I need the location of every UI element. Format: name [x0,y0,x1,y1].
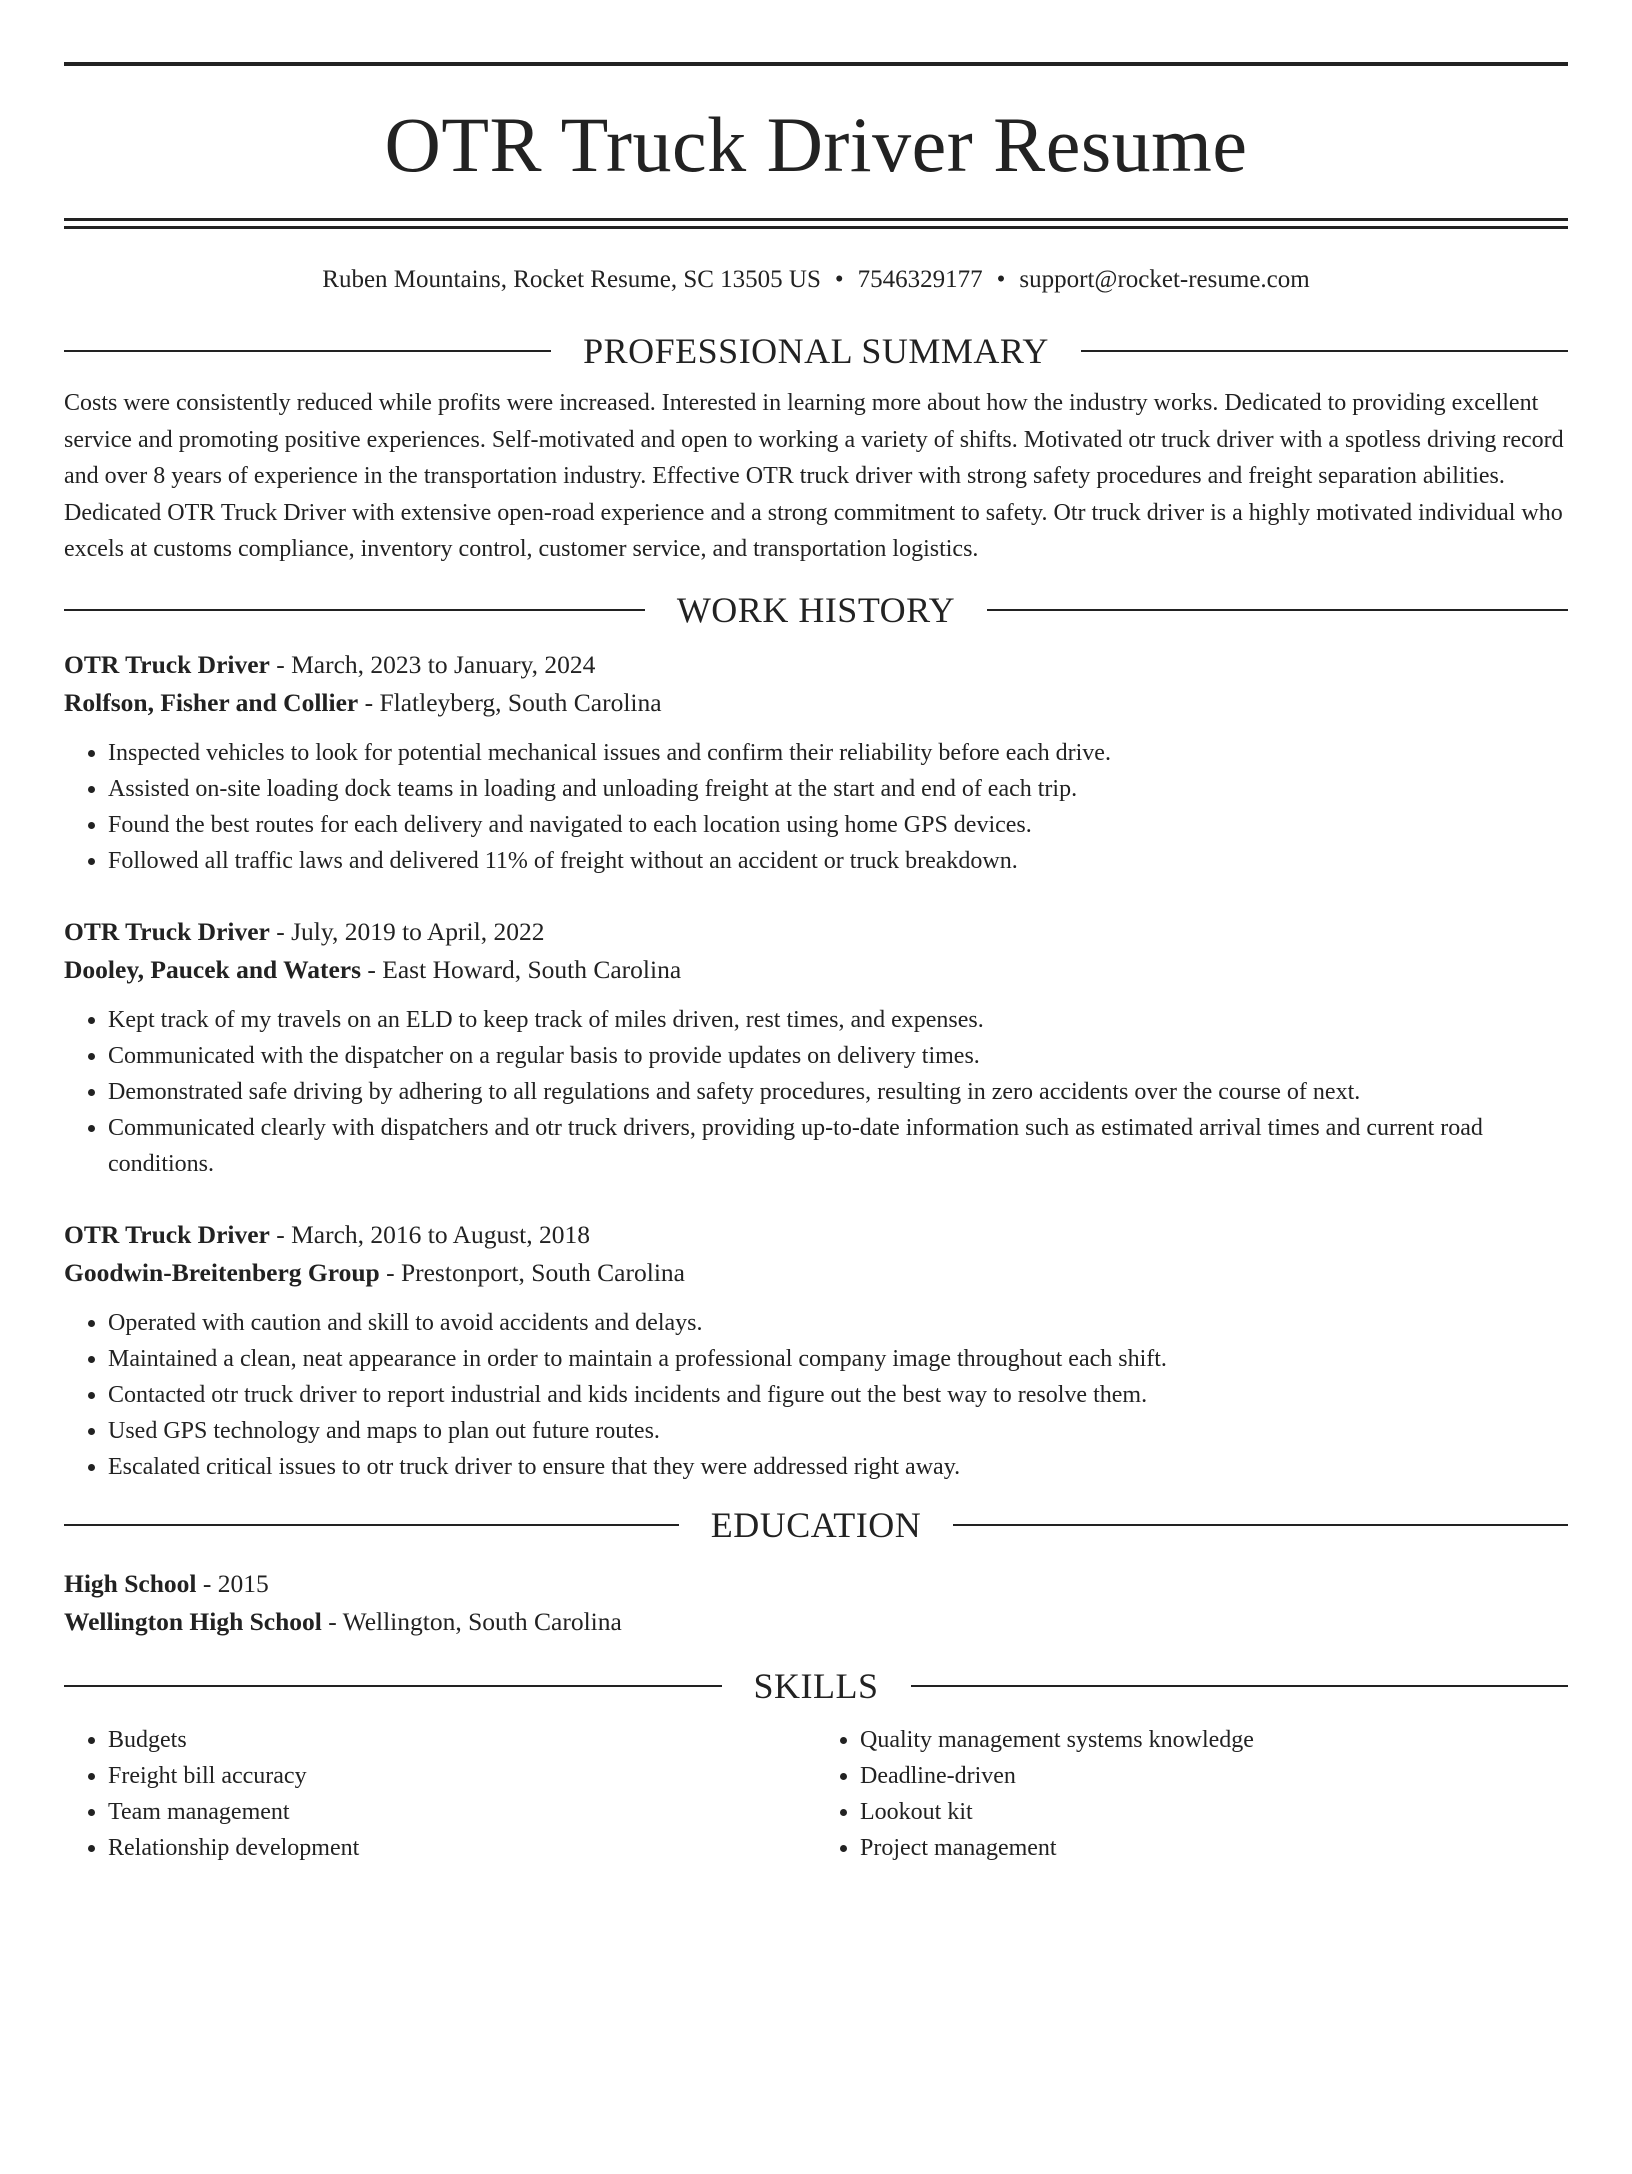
job-bullet: • Maintained a clean, neat appearance in order to maintain a professional company image throughout each shift. [108,1341,1568,1377]
section-title: SKILLS [753,1665,879,1706]
section-heading-work [64,589,1568,630]
contact-line [64,265,1568,295]
heading-rule [64,609,645,611]
section-heading-skills [64,1665,1568,1706]
heading-rule [953,1524,1568,1526]
job-company-line [64,951,1568,990]
contact-phone: 7546329177 [857,266,983,293]
job-bullet: • Communicated with the dispatcher on a regular basis to provide updates on delivery times. [108,1038,1568,1074]
contact-separator: • [834,266,844,293]
job-bullet: • Operated with caution and skill to avoid accidents and delays. [108,1305,1568,1341]
job-company: Dooley, Paucek and Waters [64,955,362,984]
skill-item: • Lookout kit [860,1794,1568,1830]
skill-item: • Freight bill accuracy [108,1758,816,1794]
skill-item: • Quality management systems knowledge [860,1722,1568,1758]
job-dates: - March, 2023 to January, 2024 [269,649,596,679]
job-bullets [64,1305,1568,1485]
job-company: Rolfson, Fisher and Collier [64,688,359,717]
job-location: - Flatleyberg, South Carolina [358,688,662,717]
section-heading-education [64,1504,1568,1545]
education-degree: High School [64,1568,197,1598]
heading-rule [987,609,1568,611]
education-degree-line [64,1565,1568,1604]
job-bullet: • Contacted otr truck driver to report industrial and kids incidents and figure out the best way to resolve them. [108,1377,1568,1413]
top-rule [64,62,1568,66]
section-title: PROFESSIONAL SUMMARY [583,331,1049,371]
skill-item: • Team management [108,1794,816,1830]
job-title-line [64,646,1568,685]
job-bullet: • Inspected vehicles to look for potential mechanical issues and confirm their reliability before each drive. [108,735,1568,771]
job-bullets [64,735,1568,879]
job-entry [64,913,1568,1182]
job-bullet: • Assisted on-site loading dock teams in loading and unloading freight at the start and end of each trip. [108,771,1568,807]
contact-address: Ruben Mountains, Rocket Resume, SC 13505 US [322,266,821,293]
resume-page [0,62,1632,2174]
job-dates: - March, 2016 to August, 2018 [269,1219,591,1249]
section-title: EDUCATION [710,1504,922,1545]
skill-item: • Relationship development [108,1830,816,1866]
job-title: OTR Truck Driver [64,1219,270,1249]
education-entry [64,1565,1568,1642]
heading-rule [64,1685,722,1687]
resume-title: OTR Truck Driver Resume [384,101,1248,188]
heading-rule [1081,350,1568,352]
job-location: - East Howard, South Carolina [361,955,682,984]
job-dates: - July, 2019 to April, 2022 [269,916,545,946]
job-company-line [64,684,1568,723]
job-bullet: • Followed all traffic laws and delivered 11% of freight without an accident or truck breakdown. [108,843,1568,879]
education-school: Wellington High School [64,1607,322,1636]
skill-item: • Deadline-driven [860,1758,1568,1794]
job-title-line [64,1216,1568,1255]
job-title-line [64,913,1568,952]
work-history [64,646,1568,1485]
job-bullet: • Communicated clearly with dispatchers and otr truck drivers, providing up-to-date information such as estimated arrival times and current road conditions. [108,1110,1568,1182]
heading-rule [64,1524,679,1526]
job-bullet: • Kept track of my travels on an ELD to keep track of miles driven, rest times, and expenses. [108,1002,1568,1038]
job-title: OTR Truck Driver [64,916,270,946]
education-year: - 2015 [196,1568,269,1598]
skills-column-left [64,1722,816,1866]
job-company: Goodwin-Breitenberg Group [64,1258,380,1287]
contact-separator: • [996,266,1006,293]
job-entry [64,1216,1568,1485]
skills-column-right [816,1722,1568,1866]
job-bullet: • Escalated critical issues to otr truck driver to ensure that they were addressed right away. [108,1449,1568,1485]
education-location: - Wellington, South Carolina [321,1607,622,1636]
section-heading-summary [64,333,1568,369]
job-location: - Prestonport, South Carolina [379,1258,685,1287]
job-bullet: • Found the best routes for each delivery and navigated to each location using home GPS devices. [108,807,1568,843]
education-school-line [64,1603,1568,1642]
job-bullet: • Demonstrated safe driving by adhering to all regulations and safety procedures, resulting in zero accidents over the course of next. [108,1074,1568,1110]
skills-list [64,1722,1568,1866]
job-entry [64,646,1568,879]
section-title: WORK HISTORY [676,589,956,630]
job-title: OTR Truck Driver [64,649,270,679]
heading-rule [911,1685,1569,1687]
job-bullet: • Used GPS technology and maps to plan out future routes. [108,1413,1568,1449]
skill-item: • Project management [860,1830,1568,1866]
job-bullets [64,1002,1568,1182]
title-double-rule [64,218,1568,229]
professional-summary: Costs were consistently reduced while profits were increased. Interested in learning more about how the industry works. Dedicated to providing excellent service and promoting positive experiences. Self-motivated and open to working a variety of shifts. Motivated otr truck driver with a spotless driving record and over 8 years of experience in the transportation industry. Effective OTR truck driver with strong safety procedures and freight separation abilities. Dedicated OTR Truck Driver with extensive open-road experience and a strong commitment to safety. Otr truck driver is a highly motivated individual who excels at customs compliance, inventory control, customer service, and transportation logistics. [64,390,1564,562]
skill-item: • Budgets [108,1722,816,1758]
heading-rule [64,350,551,352]
contact-email: support@rocket-resume.com [1019,266,1310,293]
job-company-line [64,1254,1568,1293]
